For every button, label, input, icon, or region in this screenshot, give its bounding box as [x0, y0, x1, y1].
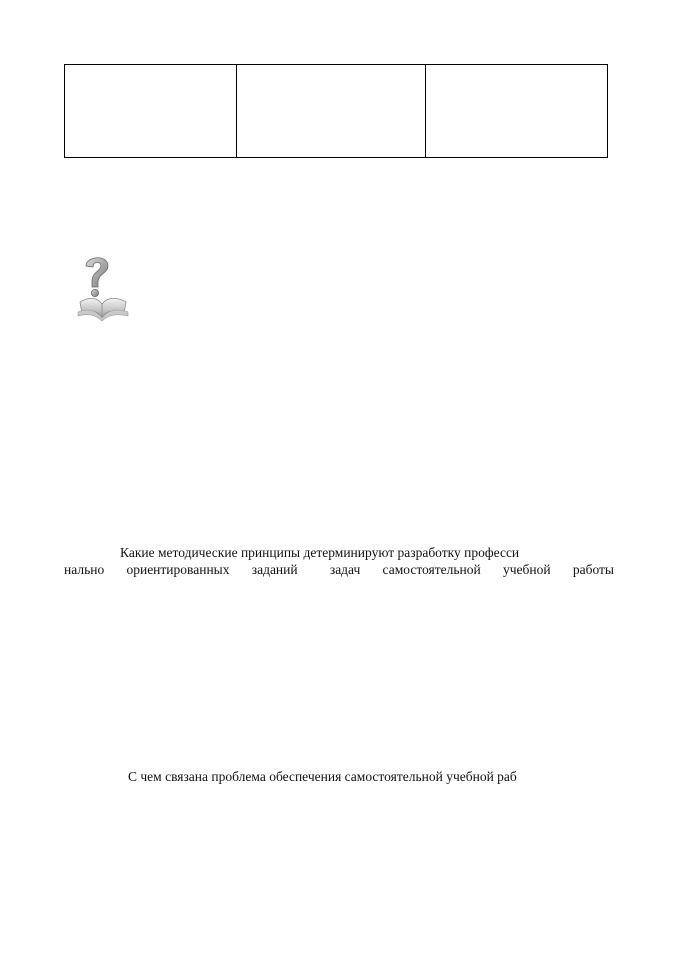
- question-2-line-1: С чем связана проблема обеспечения самостоятельной учебной раб: [128, 769, 517, 784]
- word: нально: [64, 562, 105, 577]
- question-1-line-2: [64, 561, 614, 578]
- word: заданий: [251, 562, 298, 577]
- question-1: [64, 544, 614, 578]
- question-1-line-1: Какие методические принципы детерминируют разработку професси: [120, 545, 520, 560]
- table-row: [65, 65, 608, 158]
- table-cell: [237, 65, 426, 158]
- word: ориентированных: [126, 562, 230, 577]
- table-cell: [65, 65, 237, 158]
- word: работы: [572, 562, 614, 577]
- table-cell: [426, 65, 608, 158]
- word: самостоятельной: [382, 562, 481, 577]
- blank-table: [64, 64, 608, 158]
- word: учебной: [502, 562, 551, 577]
- word: задач: [329, 562, 361, 577]
- question-book-icon: [74, 252, 130, 322]
- question-2: [64, 768, 614, 785]
